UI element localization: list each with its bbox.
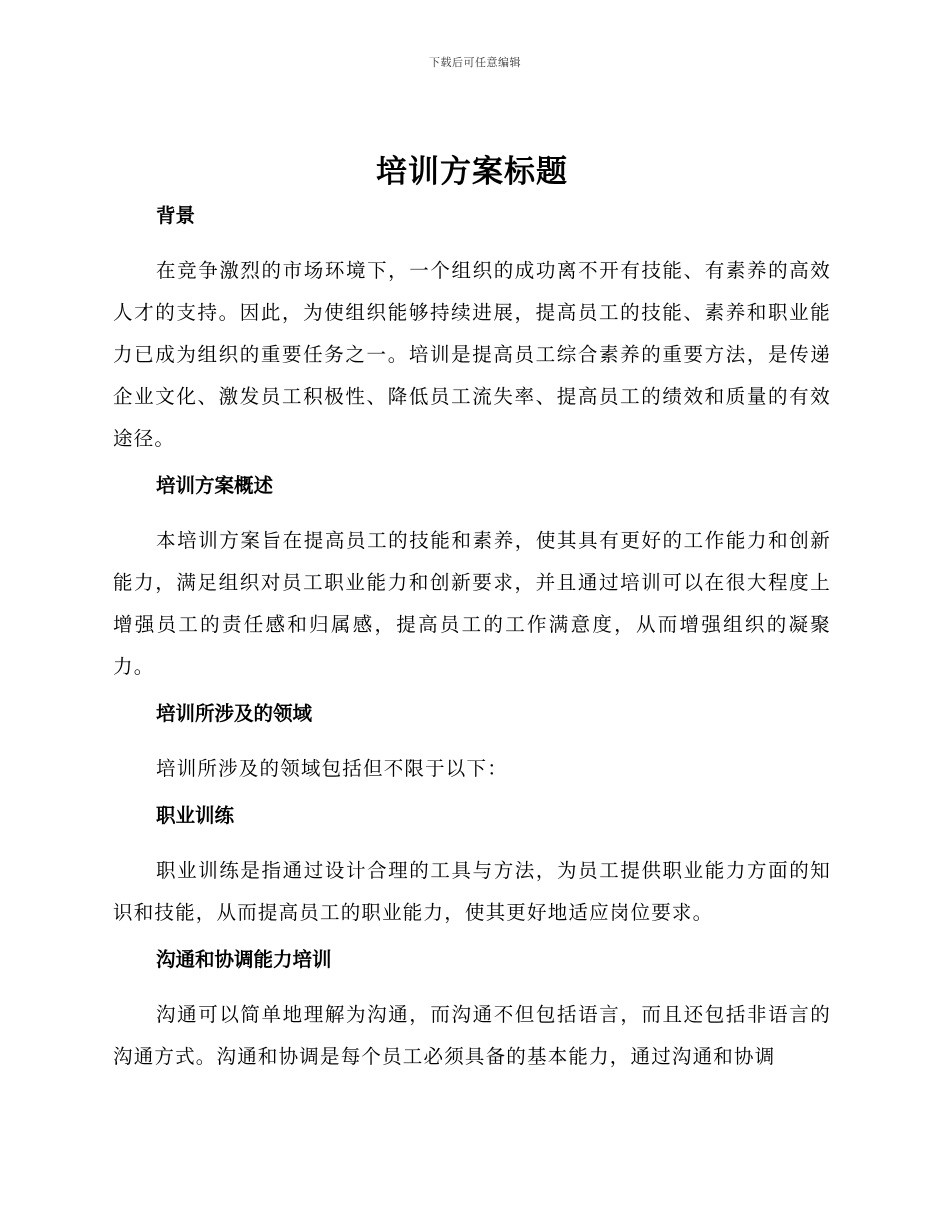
document-title: 培训方案标题 <box>376 154 568 190</box>
document-body <box>113 150 831 1090</box>
section-heading-vocational: 职业训练 <box>156 804 235 827</box>
section-paragraph-overview: 本培训方案旨在提高员工的技能和素养，使其具有更好的工作能力和创新能力，满足组织对员工职业能力和创新要求，并且通过培训可以在很大程度上增强员工的责任感和归属感，提高员工的工作满意度，从而增强组织的凝聚力。 <box>113 529 831 678</box>
section-paragraph-fields: 培训所涉及的领域包括但不限于以下： <box>156 757 508 780</box>
section-heading-overview: 培训方案概述 <box>156 474 274 497</box>
header-note: 下载后可任意编辑 <box>429 56 521 69</box>
section-paragraph-background: 在竞争激烈的市场环境下，一个组织的成功离不开有技能、有素养的高效人才的支持。因此，为使组织能够持续进展，提高员工的技能、素养和职业能力已成为组织的重要任务之一。培训是提高员工综合素养的重要方法，是传递企业文化、激发员工积极性、降低员工流失率、提高员工的绩效和质量的有效途径。 <box>113 259 831 450</box>
section-paragraph-vocational: 职业训练是指通过设计合理的工具与方法，为员工提供职业能力方面的知识和技能，从而提高员工的职业能力，使其更好地适应岗位要求。 <box>113 859 831 924</box>
section-heading-fields: 培训所涉及的领域 <box>156 702 313 725</box>
section-heading-background: 背景 <box>156 204 196 227</box>
section-heading-communication: 沟通和协调能力培训 <box>156 948 332 971</box>
section-paragraph-communication: 沟通可以简单地理解为沟通，而沟通不但包括语言，而且还包括非语言的沟通方式。沟通和协调是每个员工必须具备的基本能力，通过沟通和协调 <box>113 1003 831 1068</box>
